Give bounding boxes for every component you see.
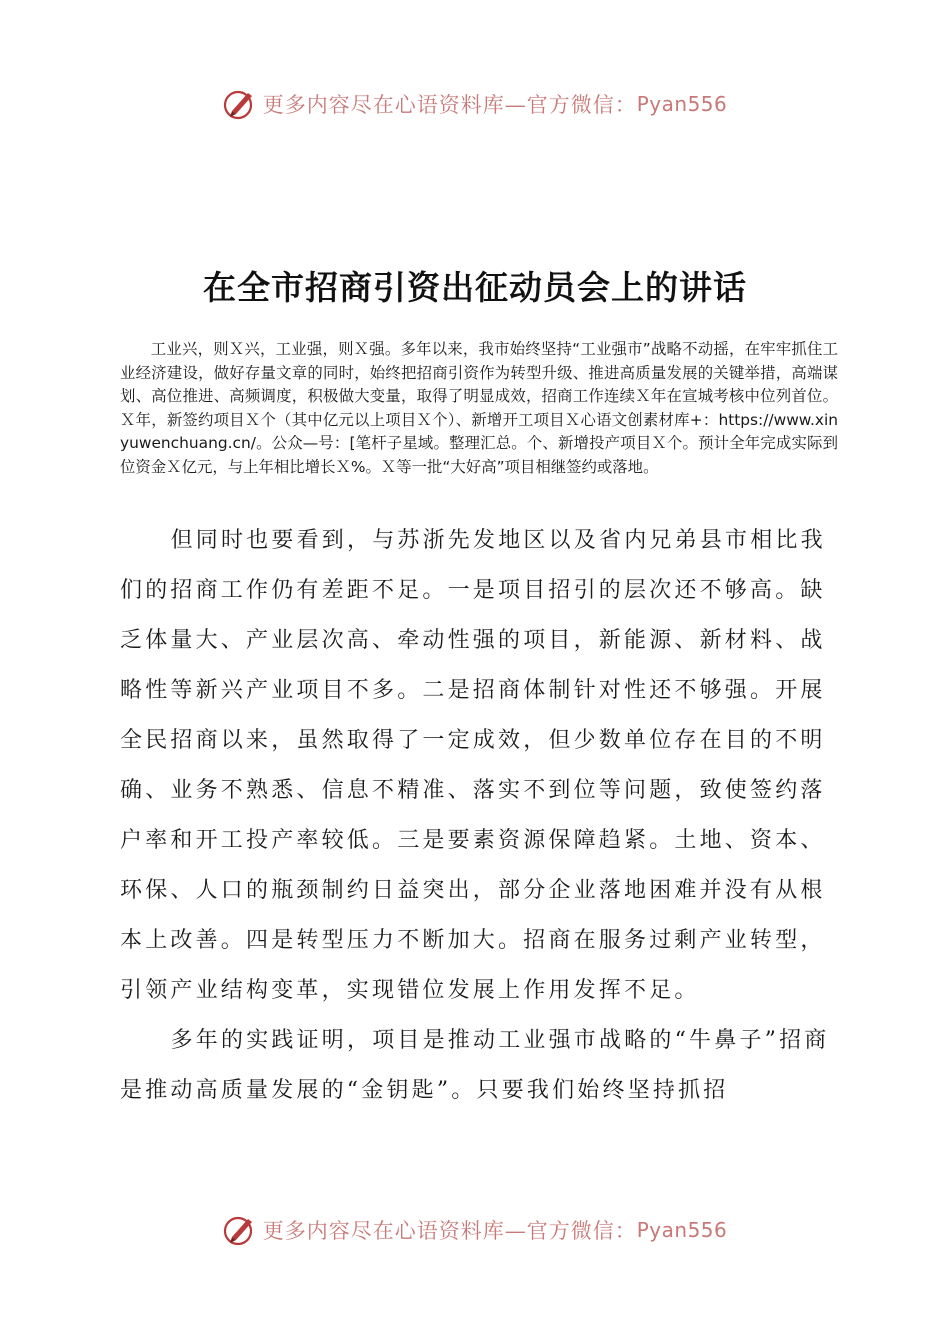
watermark-text: 更多内容尽在心语资料库—官方微信： [262,93,637,117]
intro-paragraph: 工业兴，则Ｘ兴，工业强，则Ｘ强。多年以来，我市始终坚持“工业强市”战略不动摇，在牢牢抓住工业经济建设，做好存量文章的同时，始终把招商引资作为转型升级、推进高质量发展的关键举措，高端谋划、高位推进、高频调度，积极做大变量，取得了明显成效，招商工作连续Ｘ年在宣城考核中位列首位。Ｘ年，新签约项目Ｘ个（其中亿元以上项目Ｘ个）、新增开工项目Ｘ心语文创素材库+：https://www.xinyuwenchuang.cn/。公众—号：[笔杆子星域。整理汇总。个、新增投产项目Ｘ个。预计全年完成实际到位资金Ｘ亿元，与上年相比增长Ｘ%。Ｘ等一批“大好高”项目相继签约或落地。 [120,340,838,476]
body-paragraph: 但同时也要看到，与苏浙先发地区以及省内兄弟县市相比我们的招商工作仍有差距不足。一是项目招引的层次还不够高。缺乏体量大、产业层次高、牵动性强的项目，新能源、新材料、战略性等新兴产业项目不多。二是招商体制针对性还不够强。开展全民招商以来，虽然取得了一定成效，但少数单位存在目的不明确、业务不熟悉、信息不精准、落实不到位等问题，致使签约落户率和开工投产率较低。三是要素资源保障趋紧。土地、资本、环保、人口的瓶颈制约日益突出，部分企业落地困难并没有从根本上改善。四是转型压力不断加大。招商在服务过剩产业转型，引领产业结构变革，实现错位发展上作用发挥不足。 [120,528,826,1003]
watermark-footer [0,1210,950,1250]
watermark-text: 更多内容尽在心语资料库—官方微信： [262,1219,637,1243]
pen-circle-logo-icon [223,87,257,121]
pen-circle-logo-icon [223,1213,257,1247]
document-title: 在全市招商引资出征动员会上的讲话 [203,268,747,307]
body-text [120,516,838,1116]
body-paragraph: 多年的实践证明，项目是推动工业强市战略的“牛鼻子”招商是推动高质量发展的“金钥匙”。只要我们始终坚持抓招 [120,1028,830,1103]
watermark-header [0,84,950,124]
watermark-wechat-id: Pyan556 [636,92,728,116]
watermark-wechat-id: Pyan556 [636,1218,728,1242]
